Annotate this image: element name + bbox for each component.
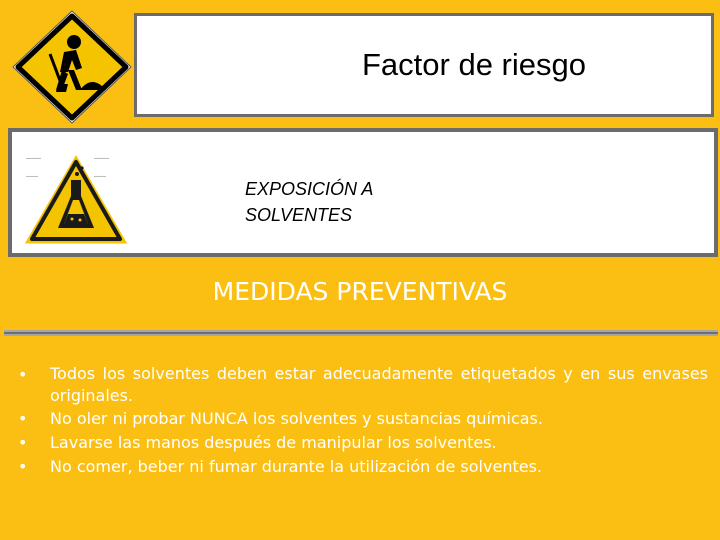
list-item xyxy=(18,363,708,407)
title-box xyxy=(134,13,714,117)
list-item-text: No oler ni probar NUNCA los solventes y sustancias químicas. xyxy=(50,409,543,428)
list-item-text: Todos los solventes deben estar adecuadamente etiquetados y en sus envases originales. xyxy=(50,364,708,405)
preventive-measures-list xyxy=(18,363,708,479)
risk-factor-label xyxy=(245,176,465,228)
list-item-text: No comer, beber ni fumar durante la utilización de solventes. xyxy=(50,457,542,476)
risk-factor-line-1: EXPOSICIÓN A xyxy=(245,179,374,199)
chemical-flask-warning-sign-icon xyxy=(20,148,132,248)
risk-factor-box xyxy=(8,128,718,257)
page-title: Factor de riesgo xyxy=(362,47,586,82)
list-item xyxy=(18,431,708,455)
list-item-text: Lavarse las manos después de manipular los solventes. xyxy=(50,433,497,452)
list-item xyxy=(18,407,708,431)
bullet: • xyxy=(18,365,28,384)
bullet: • xyxy=(18,409,28,428)
section-heading: MEDIDAS PREVENTIVAS xyxy=(212,277,508,306)
divider xyxy=(4,330,718,336)
flask-sign-panel xyxy=(20,148,132,248)
faint-mark: ━━━━━ xyxy=(26,156,42,162)
list-item xyxy=(18,455,708,479)
bullet: • xyxy=(18,457,28,476)
faint-mark: ━━━━ xyxy=(26,174,39,180)
bullet: • xyxy=(18,433,28,452)
construction-worker-warning-sign-icon xyxy=(10,8,134,126)
risk-factor-line-2: SOLVENTES xyxy=(245,205,353,225)
faint-mark: ━━━━━ xyxy=(94,156,110,162)
faint-mark: ━━━━ xyxy=(94,174,107,180)
